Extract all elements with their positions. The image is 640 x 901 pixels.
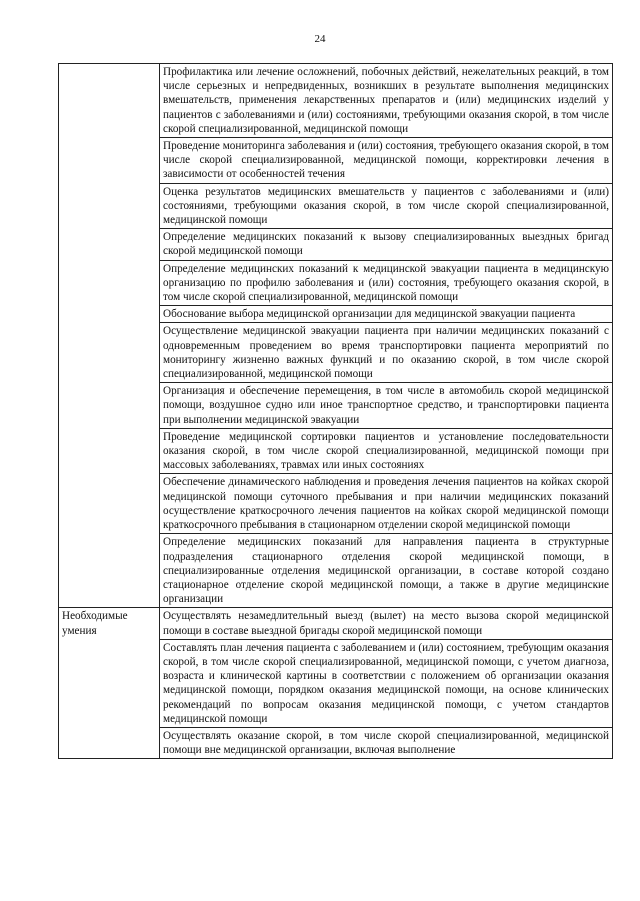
list-item: Проведение медицинской сортировки пациентов и установление последовательности оказания скорой, в том числе скорой специализированной, медицинской помощи при массовых заболеваниях, травмах или иных состояниях <box>160 428 613 474</box>
truncated-text: Осуществлять оказание скорой, в том числе скорой специализированной, медицинской помощи вне медицинской организации, включая выполнение <box>163 729 609 757</box>
section-label-cell <box>59 64 160 608</box>
section-label-cell: Необходимые умения <box>59 608 160 759</box>
list-item: Определение медицинских показаний для направления пациента в структурные подразделения стационарного отделения скорой медицинской помощи, в специализированные отделения медицинской организации, в составе которой создано стационарное отделение скорой медицинской помощи, а также в другие медицинские организации <box>160 534 613 608</box>
list-item-truncated <box>160 727 613 758</box>
list-item: Профилактика или лечение осложнений, побочных действий, нежелательных реакций, в том числе серьезных и непредвиденных, возникших в результате выполнения медицинских вмешательств, применения лекарственных препаратов и (или) медицинских изделий у пациентов с заболеваниями и (или) состояниями, требующими оказания скорой, в том числе скорой специализированной, медицинской помощи <box>160 64 613 138</box>
table-row <box>59 608 613 639</box>
list-item: Осуществление медицинской эвакуации пациента при наличии медицинских показаний с одновременным проведением во время транспортировки пациента мероприятий по мониторингу жизненно важных функций и по оказанию скорой, в том числе скорой специализированной, медицинской помощи <box>160 323 613 383</box>
list-item: Составлять план лечения пациента с заболеванием и (или) состоянием, требующим оказания скорой, в том числе скорой специализированной, медицинской помощи, с учетом диагноза, возраста и клинической картины в соответствии с положением об организации оказания медицинской помощи, порядком оказания медицинской помощи, на основе клинических рекомендаций по вопросам оказания медицинской помощи, с учетом стандартов медицинской помощи <box>160 639 613 727</box>
list-item: Определение медицинских показаний к медицинской эвакуации пациента в медицинскую организацию по профилю заболевания и (или) состояния, требующего оказания скорой, в том числе скорой специализированной, медицинской помощи <box>160 260 613 306</box>
competency-table <box>58 63 613 759</box>
list-item: Проведение мониторинга заболевания и (или) состояния, требующего оказания скорой, в том числе скорой специализированной, медицинской помощи, корректировки лечения в зависимости от особенностей течения <box>160 138 613 184</box>
page-number: 24 <box>314 33 326 45</box>
list-item: Оценка результатов медицинских вмешательств у пациентов с заболеваниями и (или) состояниями, требующими оказания скорой, в том числе скорой специализированной, медицинской помощи <box>160 183 613 229</box>
list-item: Обеспечение динамического наблюдения и проведения лечения пациентов на койках скорой медицинской помощи суточного пребывания и при наличии медицинских показаний осуществление краткосрочного лечения пациентов на койках скорой медицинской помощи краткосрочного пребывания в стационарном отделении скорой медицинской помощи <box>160 474 613 534</box>
list-item: Обоснование выбора медицинской организации для медицинской эвакуации пациента <box>160 306 613 323</box>
table-row <box>59 64 613 138</box>
list-item: Организация и обеспечение перемещения, в том числе в автомобиль скорой медицинской помощи, воздушное судно или иное транспортное средство, и транспортировки пациента при выполнении медицинской эвакуации <box>160 383 613 429</box>
list-item: Осуществлять незамедлительный выезд (вылет) на место вызова скорой медицинской помощи в составе выездной бригады скорой медицинской помощи <box>160 608 613 639</box>
list-item: Определение медицинских показаний к вызову специализированных выездных бригад скорой медицинской помощи <box>160 229 613 260</box>
